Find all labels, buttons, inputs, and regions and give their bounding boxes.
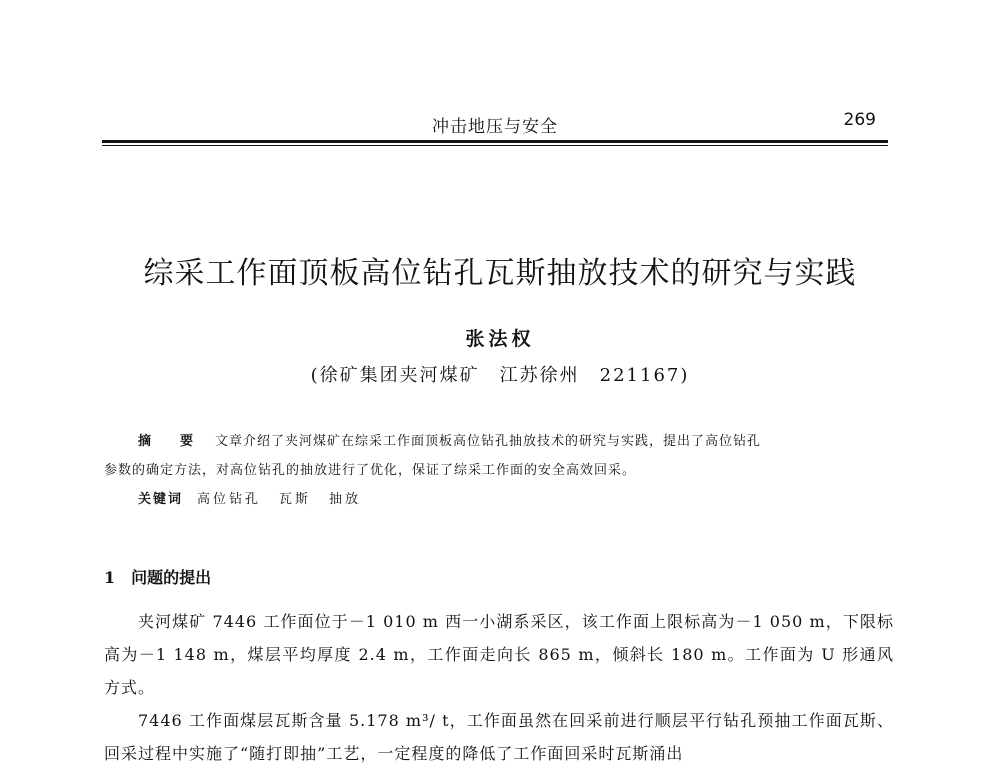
- keywords-label: 关键词: [138, 492, 184, 507]
- article-title: 综采工作面顶板高位钻孔瓦斯抽放技术的研究与实践: [143, 256, 857, 291]
- keyword: 抽放: [329, 492, 362, 507]
- header-rule-thick: [102, 140, 888, 143]
- author-name: 张法权: [465, 328, 535, 350]
- running-title: 冲击地压与安全: [432, 117, 558, 137]
- abstract: [104, 427, 890, 514]
- header-rule-thin: [102, 145, 888, 146]
- abstract-line-2: 参数的确定方法，对高位钻孔的抽放进行了优化，保证了综采工作面的安全高效回采。: [104, 463, 637, 478]
- section-title: 问题的提出: [131, 568, 212, 587]
- abstract-text-1: 文章介绍了夹河煤矿在综采工作面顶板高位钻孔抽放技术的研究与实践，提出了高位钻孔: [215, 434, 762, 449]
- abstract-line-1: [104, 427, 890, 456]
- paragraph: 7446 工作面煤层瓦斯含量 5.178 m³/ t，工作面虽然在回采前进行顺层平行钻孔预抽工作面瓦斯、回采过程中实施了“随打即抽”工艺，一定程度的降低了工作面回采时瓦斯涌出: [104, 711, 894, 763]
- keyword: 瓦斯: [279, 492, 312, 507]
- paragraph: 夹河煤矿 7446 工作面位于－1 010 m 西一小湖系采区，该工作面上限标高为－1 050 m，下限标高为－1 148 m，煤层平均厚度 2.4 m，工作面走向长 865 m，倾斜长 180 m。工作面为 U 形通风方式。: [104, 612, 894, 697]
- page-number: 269: [843, 110, 876, 130]
- keyword: 高位钻孔: [197, 492, 262, 507]
- running-header: [102, 108, 888, 138]
- keywords: [104, 485, 890, 514]
- section-heading: [104, 565, 211, 588]
- body-text: [104, 605, 894, 770]
- section-number: 1: [104, 568, 116, 587]
- abstract-label: 摘 要: [138, 434, 202, 449]
- author-affiliation: (徐矿集团夹河煤矿 江苏徐州 221167): [310, 365, 690, 386]
